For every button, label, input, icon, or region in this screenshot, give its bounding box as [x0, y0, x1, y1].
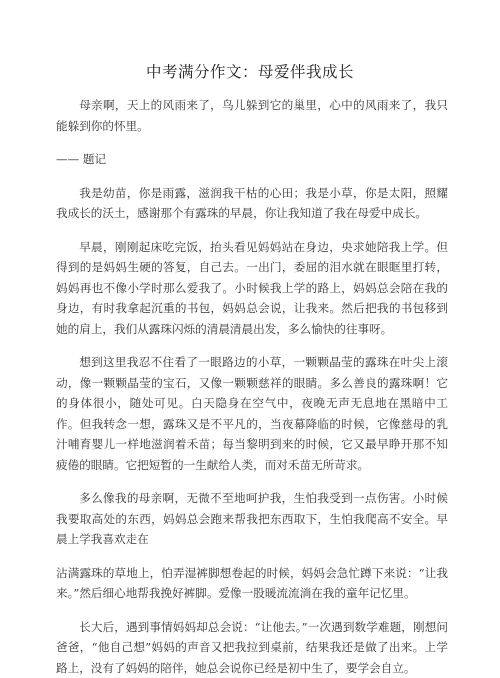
paragraph-1: 我是幼苗，你是雨露，滋润我干枯的心田；我是小草，你是太阳，照耀我成长的沃土，感谢那个有露珠的早晨，你让我知道了我在母爱中成长。: [56, 183, 448, 224]
paragraph-4: 多么像我的母亲啊，无微不至地呵护我，生怕我受到一点伤害。小时候我要取高处的东西，妈妈总会跑来帮我把东西取下，生怕我爬高不安全。早晨上学我喜欢走在: [56, 488, 448, 550]
paragraph-4-continued: 沾满露珠的草地上，怕弄湿裤脚想卷起的时候，妈妈会急忙蹲下来说：“让我来。”然后细心地帮我挽好裤脚。爱像一股暖流流淌在我的童年记忆里。: [56, 563, 448, 604]
paragraph-5: 长大后，遇到事情妈妈却总会说：“让他去。”一次遇到数学难题，刚想问爸爸，“他自己想”妈妈的声音又把我拉到桌前，结果我还是做了出来。上学路上，没有了妈妈的陪伴，她总会说你已经是初中生了，要学会自立。: [56, 617, 448, 678]
paragraph-3: 想到这里我忍不住看了一眼路边的小草，一颗颗晶莹的露珠在叶尖上滚动，像一颗颗晶莹的宝石，又像一颗颗慈祥的眼睛。多么善良的露珠啊！它的身体很小，随处可见。白天隐身在空气中，夜晚无声无息地在黑暗中工作。但我转念一想，露珠又是不平凡的，当夜幕降临的时候，它像慈母的乳汁哺育婴儿一样地滋润着禾苗；每当黎明到来的时候，它又最早睁开那不知疲倦的眼睛。它把短暂的一生献给人类，而对禾苗无所苛求。: [56, 352, 448, 475]
intro-paragraph: 母亲啊，天上的风雨来了，鸟儿躲到它的巢里，心中的风雨来了，我只能躲到你的怀里。: [56, 95, 448, 136]
document-body: [56, 95, 448, 678]
paragraph-2: 早晨，刚刚起床吃完饭，抬头看见妈妈站在身边，央求她陪我上学。但得到的是妈妈生硬的答复，自己去。一出门，委屈的泪水就在眼眶里打转，妈妈再也不像小学时那么爱我了。小时候我上学的路上，妈妈总会陪在我的身边，有时我拿起沉重的书包，妈妈总会说，让我来。然后把我的书包移到她的肩上，我们从露珠闪烁的清晨清晨出发，多么愉快的往事呀。: [56, 237, 448, 340]
epigraph-signature: —— 题记: [56, 149, 448, 170]
document-title: 中考满分作文：母爱伴我成长: [0, 60, 500, 82]
